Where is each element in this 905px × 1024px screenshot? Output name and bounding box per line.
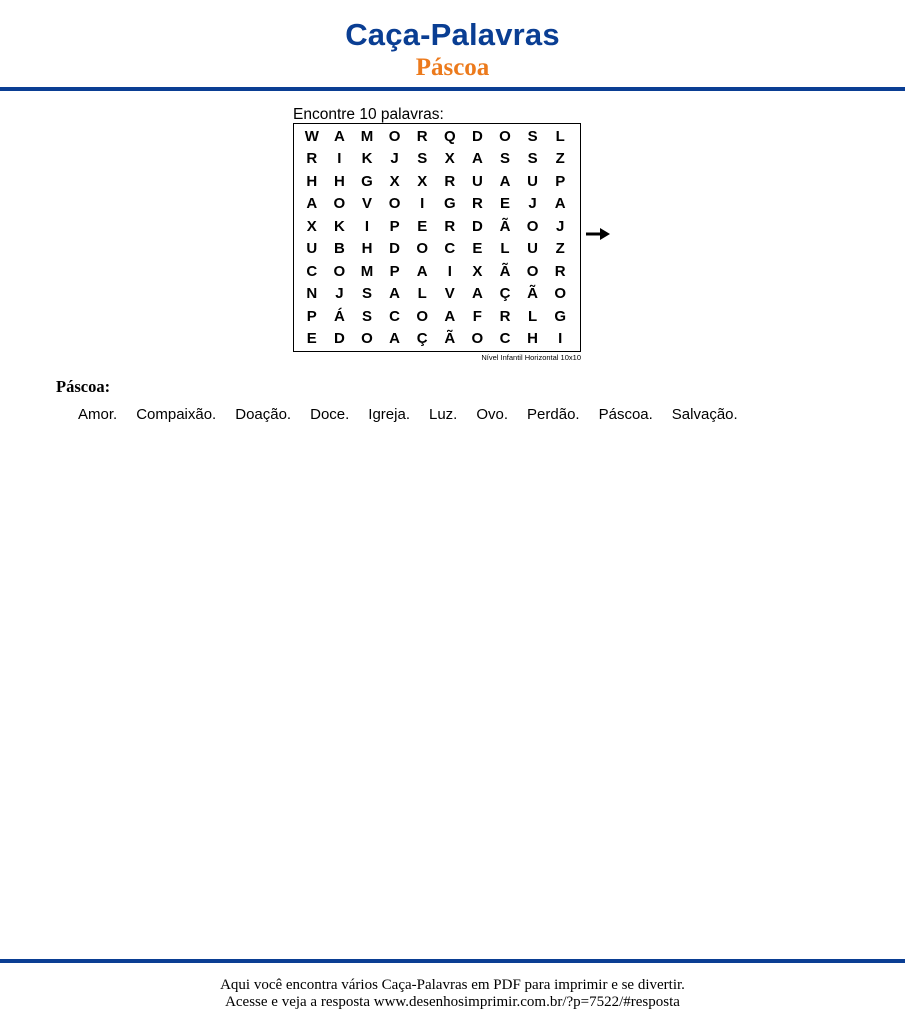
grid-cell: O (471, 330, 484, 348)
word-list-item: Salvação. (671, 406, 738, 423)
grid-cell: S (499, 150, 510, 168)
grid-cell: X (472, 262, 483, 280)
grid-cell: O (361, 330, 373, 348)
grid-cell: W (304, 127, 319, 145)
grid-cell: U (527, 172, 539, 190)
grid-cell: Ã (444, 330, 456, 348)
header-rule (0, 87, 905, 91)
grid-cell: O (499, 127, 511, 145)
grid-cell: U (527, 240, 539, 258)
grid-cell: S (527, 127, 538, 145)
letter-grid (293, 123, 581, 352)
grid-cell: J (390, 150, 399, 168)
grid-cell: X (444, 150, 455, 168)
grid-cell: I (337, 150, 342, 168)
page-subtitle: Páscoa (415, 54, 490, 81)
grid-cell: G (443, 195, 456, 213)
grid-cell: A (499, 172, 511, 190)
grid-cell: E (417, 217, 428, 235)
grid-cell: N (306, 285, 318, 303)
word-list-item: Luz. (429, 406, 458, 423)
grid-cell: L (500, 240, 510, 258)
grid-cell: Q (443, 127, 456, 145)
grid-cell: H (306, 172, 318, 190)
grid-cell: A (389, 330, 401, 348)
grid-cell: D (471, 217, 483, 235)
grid-cell: V (361, 195, 372, 213)
grid-cell: M (360, 127, 374, 145)
grid-cell: A (306, 195, 318, 213)
grid-cell: I (558, 330, 563, 348)
grid-cell: K (333, 217, 345, 235)
grid-cell: D (389, 240, 401, 258)
grid-cell: F (472, 307, 482, 325)
grid-cell: Ç (416, 330, 428, 348)
puzzle-instruction: Encontre 10 palavras: (293, 106, 444, 123)
word-list-item: Igreja. (368, 406, 410, 423)
level-label: Nível Infantil Horizontal 10x10 (481, 353, 581, 362)
grid-cell: L (417, 285, 427, 303)
grid-cell: A (471, 150, 483, 168)
grid-cell: G (554, 307, 567, 325)
grid-cell: A (471, 285, 483, 303)
grid-cell: A (554, 195, 566, 213)
word-list-item: Amor. (78, 406, 118, 423)
grid-cell: H (527, 330, 539, 348)
grid-cell: B (333, 240, 345, 258)
grid-cell: R (444, 172, 456, 190)
word-list-item: Ovo. (476, 406, 509, 423)
grid-cell: O (526, 217, 539, 235)
grid-cell: O (388, 195, 401, 213)
grid-cell: S (361, 307, 372, 325)
grid-cell: Á (333, 307, 345, 325)
grid-cell: R (554, 262, 566, 280)
grid-cell: P (555, 172, 566, 190)
grid-cell: O (416, 240, 429, 258)
grid-cell: O (526, 262, 539, 280)
grid-cell: C (444, 240, 456, 258)
grid-cell: R (444, 217, 456, 235)
grid-cell: O (416, 307, 429, 325)
grid-cell: Ç (499, 285, 511, 303)
grid-cell: P (389, 262, 400, 280)
grid-cell: Ã (499, 262, 511, 280)
word-list-item: Páscoa. (598, 406, 653, 423)
grid-cell: U (471, 172, 483, 190)
grid-cell: O (554, 285, 567, 303)
grid-cell: L (555, 127, 565, 145)
grid-cell: G (361, 172, 373, 190)
grid-cell: P (389, 217, 400, 235)
grid-cell: J (528, 195, 537, 213)
grid-cell: L (528, 307, 538, 325)
grid-cell: I (420, 195, 425, 213)
grid-cell: U (306, 240, 318, 258)
grid-cell: E (499, 195, 510, 213)
word-list-title: Páscoa: (56, 377, 111, 396)
word-list-item: Perdão. (527, 406, 580, 423)
grid-cell: X (306, 217, 317, 235)
grid-cell: H (333, 172, 345, 190)
grid-cell: S (527, 150, 538, 168)
grid-cell: O (333, 262, 346, 280)
grid-cell: J (335, 285, 344, 303)
grid-cell: V (444, 285, 455, 303)
grid-cell: Z (555, 150, 565, 168)
word-list-item: Compaixão. (136, 406, 217, 423)
grid-cell: O (388, 127, 401, 145)
grid-cell: D (471, 127, 483, 145)
grid-cell: Z (555, 240, 565, 258)
grid-cell: Ã (499, 217, 511, 235)
grid-cell: S (361, 285, 372, 303)
grid-cell: E (472, 240, 483, 258)
footer-line-1: Aqui você encontra vários Caça-Palavras em PDF para imprimir e se divertir. (220, 977, 685, 993)
grid-cell: C (389, 307, 401, 325)
arrow-right-icon (585, 224, 611, 244)
grid-cell: J (556, 217, 565, 235)
word-list-item: Doação. (235, 406, 292, 423)
grid-cell: Ã (527, 285, 539, 303)
grid-cell: I (364, 217, 370, 235)
grid-cell: H (361, 240, 373, 258)
grid-cell: A (444, 307, 456, 325)
footer-line-2: Acesse e veja a resposta www.desenhosimprimir.com.br/?p=7522/#resposta (225, 994, 680, 1010)
grid-cell: A (389, 285, 401, 303)
page-title: Caça-Palavras (345, 17, 560, 52)
grid-cell: A (416, 262, 428, 280)
grid-cell: M (360, 262, 374, 280)
grid-cell: A (333, 127, 345, 145)
grid-cell: R (416, 127, 428, 145)
grid-cell: P (306, 307, 317, 325)
word-list-item: Doce. (310, 406, 350, 423)
grid-cell: R (499, 307, 511, 325)
grid-cell: C (499, 330, 511, 348)
grid-cell: X (389, 172, 400, 190)
grid-cell: R (306, 150, 318, 168)
grid-cell: R (471, 195, 483, 213)
grid-cell: D (333, 330, 345, 348)
grid-cell: X (417, 172, 428, 190)
grid-cell: O (333, 195, 346, 213)
grid-cell: E (306, 330, 317, 348)
word-list (78, 406, 738, 424)
grid-cell: C (306, 262, 318, 280)
footer-rule (0, 959, 905, 963)
grid-cell: S (417, 150, 428, 168)
grid-cell: K (361, 150, 373, 168)
grid-cell: I (447, 262, 452, 280)
